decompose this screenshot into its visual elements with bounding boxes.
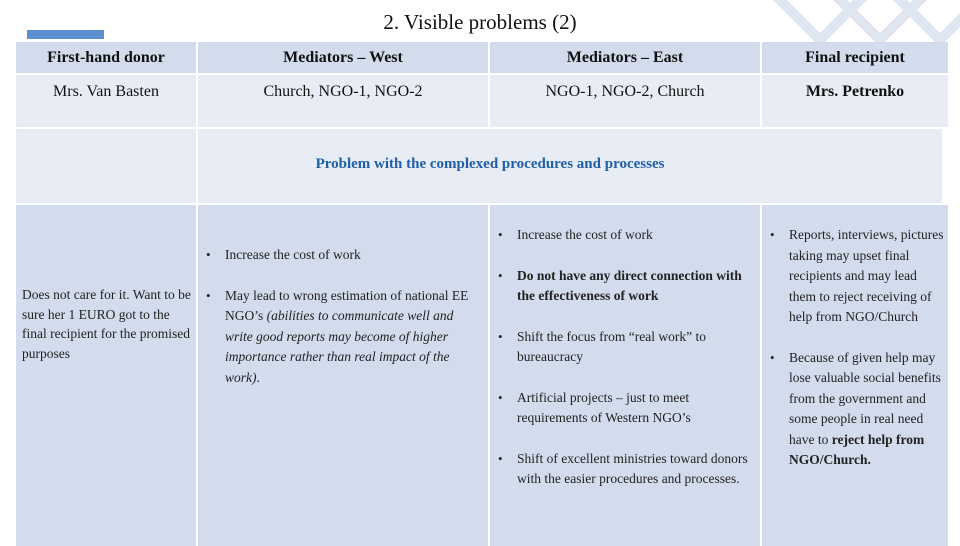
donor-description: Does not care for it. Want to be sure her 1 EURO got to the final recipient for the promised purposes [16, 205, 196, 546]
list-item: • May lead to wrong estimation of national EE NGO’s (abilities to communicate well and write good reports may become of higher importance rather than real impact of the work). [198, 286, 484, 389]
list-item: • Artificial projects – just to meet requirements of Western NGO’s [490, 388, 752, 429]
header-first-hand-donor: First-hand donor [16, 42, 196, 73]
recipient-name: Mrs. Petrenko [762, 75, 948, 127]
problem-band-row [16, 129, 948, 203]
list-item: • Shift of excellent ministries toward donors with the easier procedures and processes. [490, 449, 752, 490]
list-item: • Increase the cost of work [198, 245, 484, 266]
band-empty-cell [16, 129, 196, 203]
recipient-problems [762, 205, 948, 546]
west-mediators-names: Church, NGO-1, NGO-2 [198, 75, 488, 127]
list-item: • Do not have any direct connection with the effectiveness of work [490, 266, 752, 307]
list-item: • Reports, interviews, pictures taking may upset final recipients and may lead them to reject receiving of help from NGO/Church [762, 225, 946, 328]
list-item: • Shift the focus from “real work” to bureaucracy [490, 327, 752, 368]
west-problems [198, 205, 488, 546]
list-item: • Increase the cost of work [490, 225, 752, 246]
east-problems [490, 205, 760, 546]
list-item: • Because of given help may lose valuable social benefits from the government and some people in real need have to reject help from NGO/Church. [762, 348, 946, 471]
problems-table [16, 42, 942, 540]
east-mediators-names: NGO-1, NGO-2, Church [490, 75, 760, 127]
donor-name: Mrs. Van Basten [16, 75, 196, 127]
header-final-recipient: Final recipient [762, 42, 948, 73]
slide-title: 2. Visible problems (2) [383, 10, 577, 34]
header-mediators-east: Mediators – East [490, 42, 760, 73]
problem-heading: Problem with the complexed procedures and processes [198, 129, 942, 203]
header-mediators-west: Mediators – West [198, 42, 488, 73]
